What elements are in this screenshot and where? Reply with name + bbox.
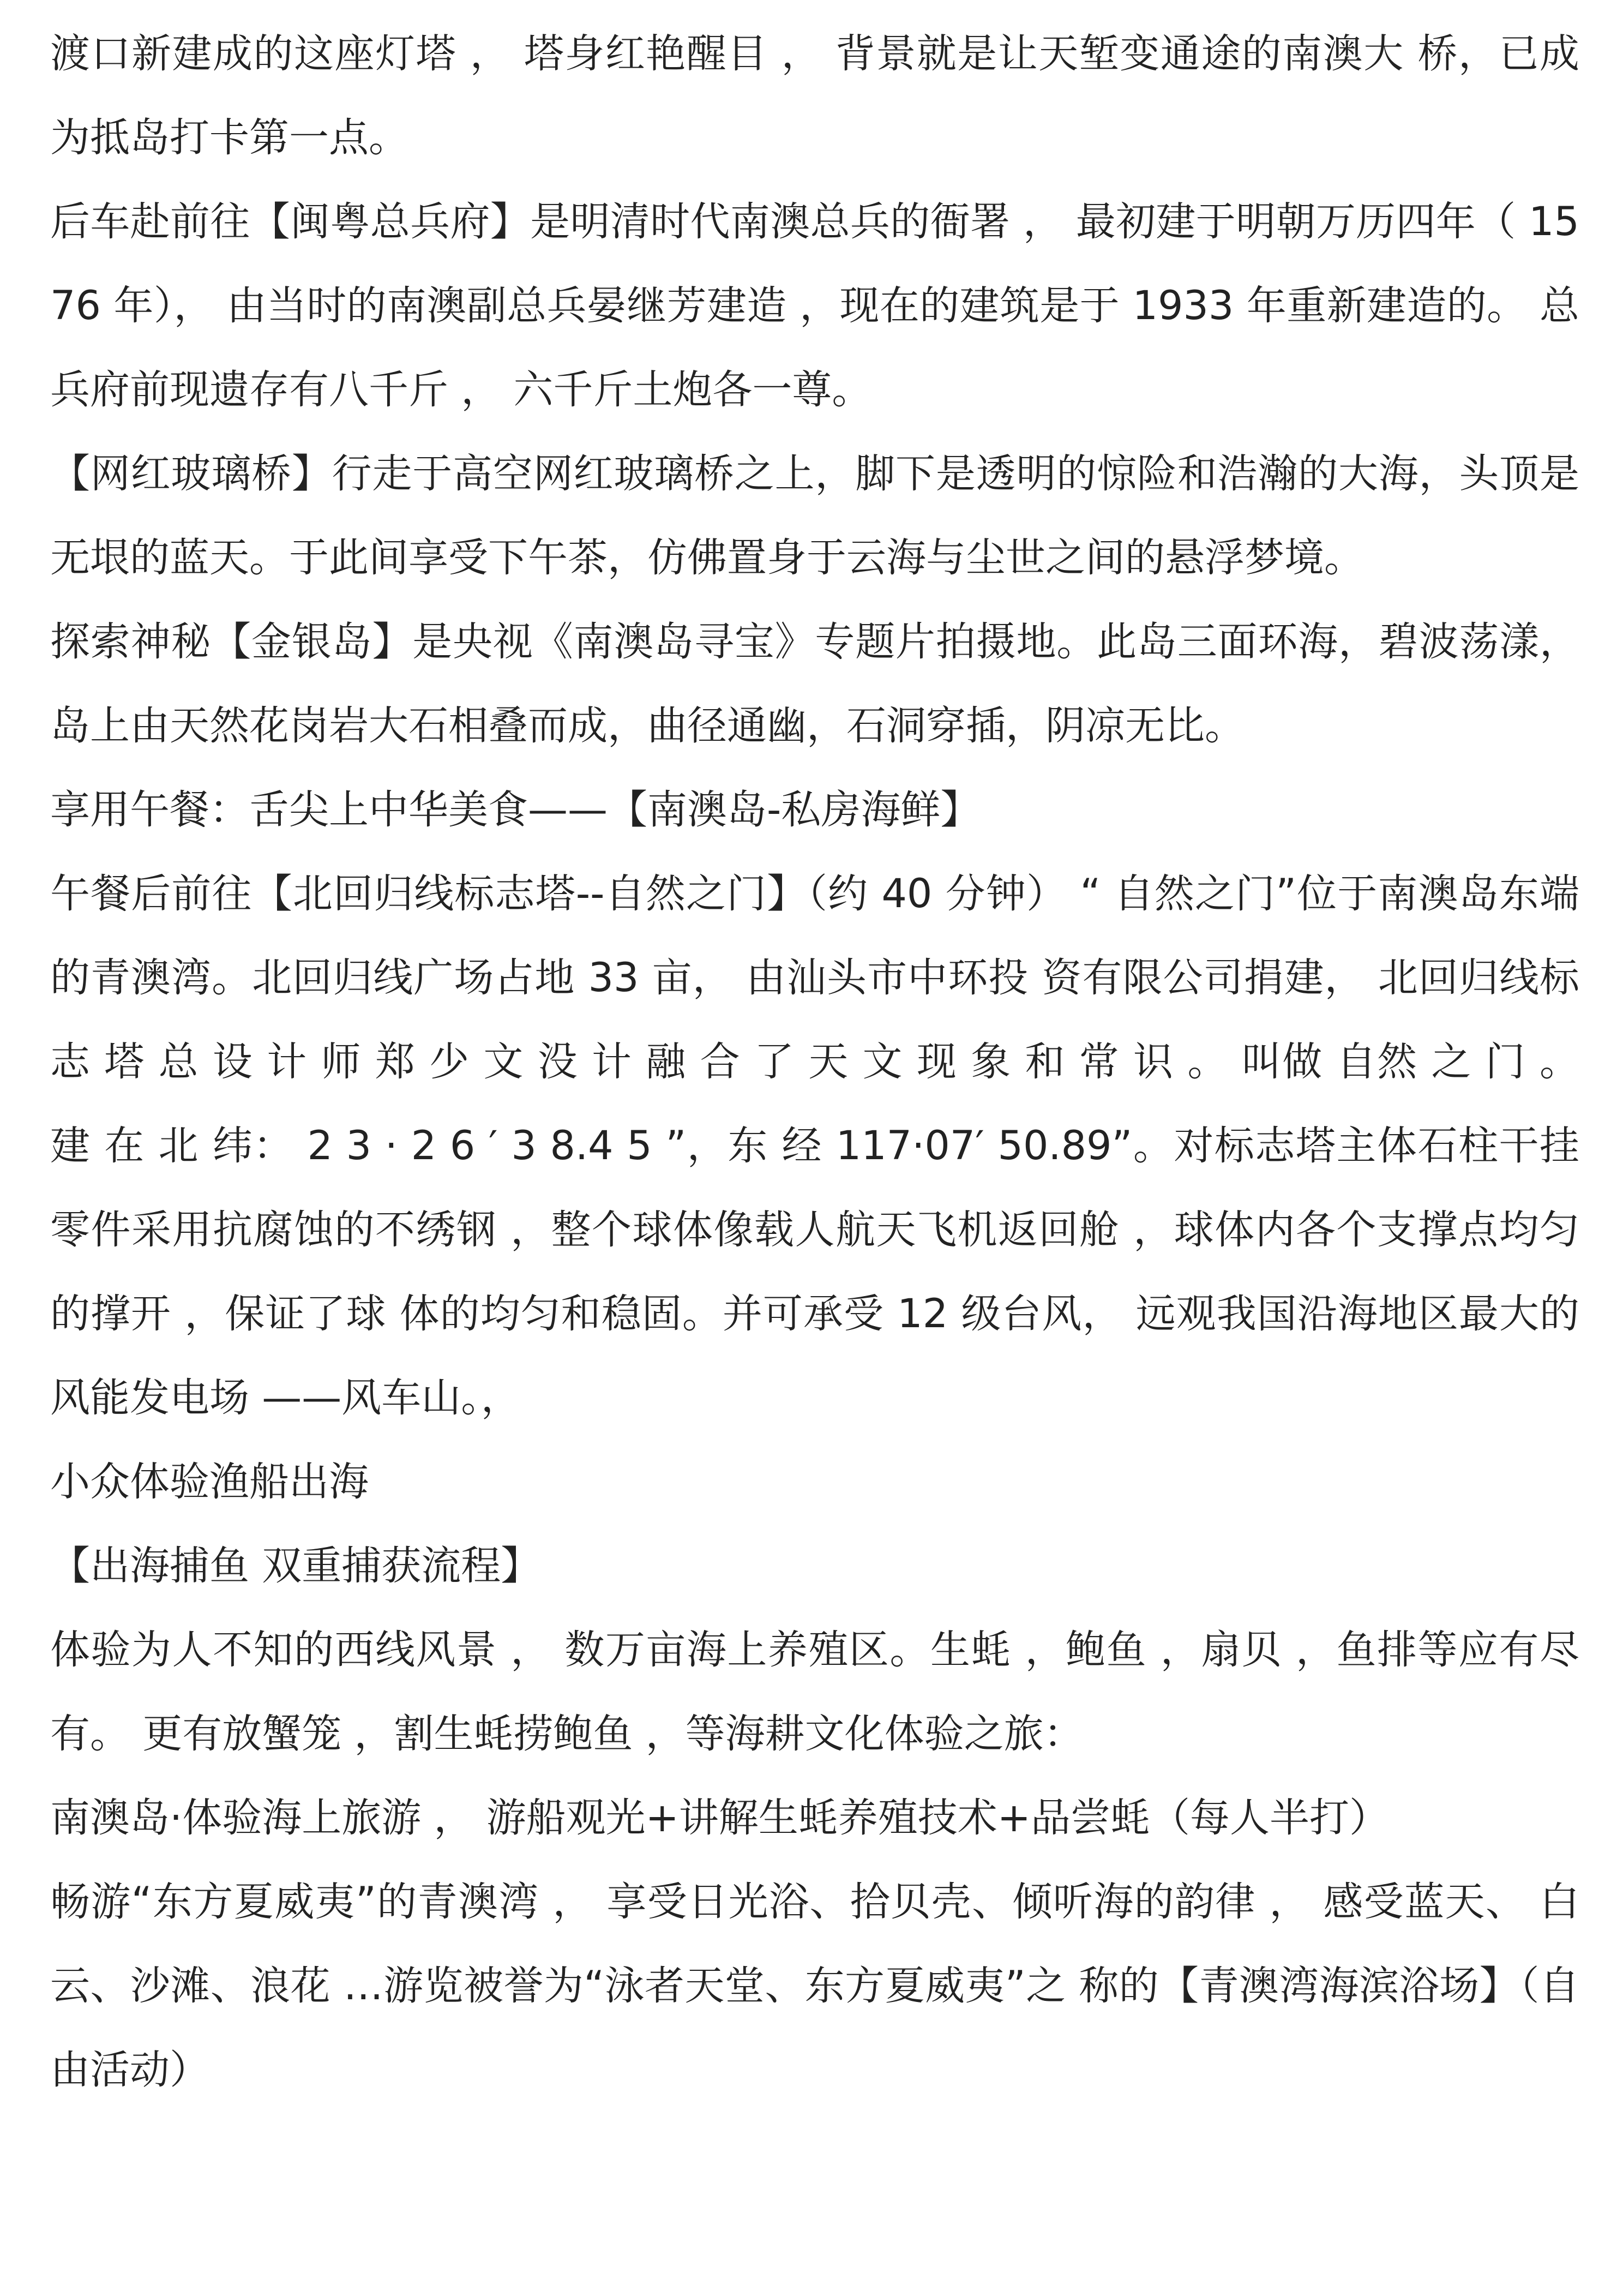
paragraph-aquaculture: 体验为人不知的西线风景 ， 数万亩海上养殖区。生蚝 ，鲍鱼 ，扇贝 ，鱼排等应有尽有。 更有放蟹笼 ，割生蚝捞鲍鱼 ，等海耕文化体验之旅： — [50, 1627, 1579, 1757]
paragraph-lighthouse: 渡口新建成的这座灯塔 ， 塔身红艳醒目 ， 背景就是让天堑变通途的南澳大 桥，已成为抵岛打卡第一点。 — [50, 31, 1579, 161]
paragraph-qingao-bay: 畅游“东方夏威夷”的青澳湾 ， 享受日光浴、拾贝壳、倾听海的韵律 ， 感受蓝天、 白云、沙滩、浪花 …游览被誉为“泳者天堂、东方夏威夷”之 称的【青澳湾海滨浴场】（自由活动） — [50, 1879, 1579, 2093]
paragraph-lunch: 享用午餐：舌尖上中华美食——【南澳岛-私房海鲜】 — [50, 787, 981, 833]
paragraph-boat-heading: 小众体验渔船出海 — [50, 1459, 369, 1505]
paragraph-glass-bridge: 【网红玻璃桥】行走于高空网红玻璃桥之上，脚下是透明的惊险和浩瀚的大海，头顶是无垠的蓝天。于此间享受下午茶，仿佛置身于云海与尘世之间的悬浮梦境。 — [50, 451, 1579, 581]
paragraph-fishing-heading: 【出海捕鱼 双重捕获流程】 — [50, 1543, 541, 1589]
paragraph-garrison-office: 后车赴前往【闽粤总兵府】是明清时代南澳总兵的衙署 ， 最初建于明朝万历四年（ 1576 年）， 由当时的南澳副总兵晏继芳建造 ，现在的建筑是于 1933 年重新建造的。 总兵府前现遗存有八千斤 ， 六千斤土炮各一尊。 — [50, 199, 1579, 413]
paragraph-sea-tour: 南澳岛·体验海上旅游 ， 游船观光+讲解生蚝养殖技术+品尝蚝（每人半打） — [50, 1795, 1389, 1841]
paragraph-gold-silver-island: 探索神秘【金银岛】是央视《南澳岛寻宝》专题片拍摄地。此岛三面环海，碧波荡漾，岛上由天然花岗岩大石相叠而成，曲径通幽，石洞穿插，阴凉无比。 — [50, 619, 1579, 749]
paragraph-tropic-landmark: 午餐后前往【北回归线标志塔--自然之门】（约 40 分钟） “ 自然之门”位于南澳岛东端的青澳湾。北回归线广场占地 33 亩， 由汕头市中环投 资有限公司捐建， 北回归线标 志 塔 总 设 计 师 郑 少 文 没 计 融 合 了 天 文 现 象 和 常 识 。 叫做 自然 之 门 。 建 在 北 纬： 2 3 · 2 6 ′ 3 8.4 5 ”，东 经 117·07′ 50.89”。对标志塔主体石柱干挂零件采用抗腐蚀的不绣钢 ，整个球体像载人航天飞机返回舱 ，球体内各个支撑点均匀的撑开 ，保证了球 体的均匀和稳固。并可承受 12 级台风， 远观我国沿海地区最大的风能发电场 ——风车山。， — [50, 871, 1579, 1421]
document-body — [50, 12, 1579, 2112]
